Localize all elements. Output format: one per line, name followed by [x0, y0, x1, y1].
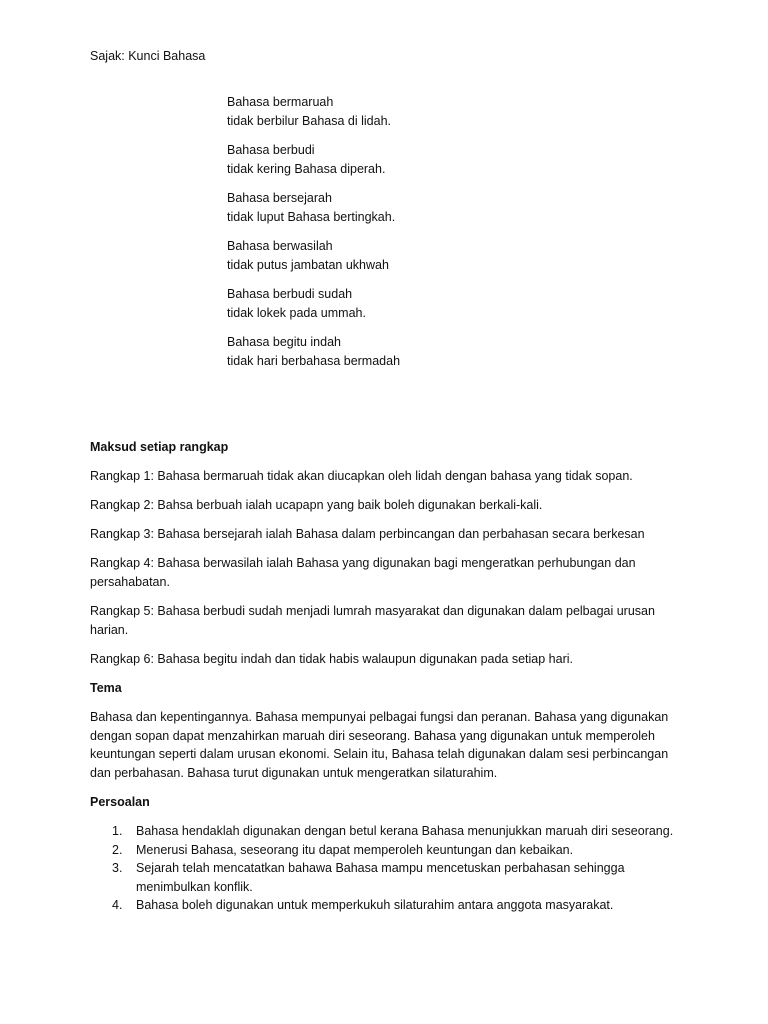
poem-line: Bahasa berbudi sudah: [227, 287, 353, 301]
tema-heading: Tema: [90, 681, 122, 695]
poem-line: tidak putus jambatan ukhwah: [227, 257, 389, 272]
poem-line: tidak lokek pada ummah.: [227, 305, 366, 320]
poem-stanza-2: [227, 141, 647, 178]
list-item-text: Menerusi Bahasa, seseorang itu dapat memperoleh keuntungan dan kebaikan.: [136, 842, 574, 857]
tema-paragraph: Bahasa dan kepentingannya. Bahasa mempunyai pelbagai fungsi dan peranan. Bahasa yang digunakan dengan sopan dapat menzahirkan maruah diri seseorang. Bahasa yang digunakan untuk memperoleh keuntungan seperti dalam urusan ekonomi. Selain itu, Bahasa telah digunakan dalam sesi perbincangan dan perbahasan. Bahasa turut digunakan untuk mengeratkan silaturahim.: [90, 710, 669, 780]
maksud-heading: Maksud setiap rangkap: [90, 440, 229, 454]
maksud-item-4: Rangkap 4: Bahasa berwasilah ialah Bahasa yang digunakan bagi mengeratkan perhubungan dan persahabatan.: [90, 556, 636, 589]
poem-stanza-4: [227, 237, 647, 274]
list-item-text: Bahasa hendaklah digunakan dengan betul kerana Bahasa menunjukkan maruah diri seseorang.: [136, 824, 674, 838]
maksud-item-5: Rangkap 5: Bahasa berbudi sudah menjadi lumrah masyarakat dan digunakan dalam pelbagai urusan harian.: [90, 604, 655, 637]
list-item: [90, 822, 690, 841]
poem-line: Bahasa bermaruah: [227, 95, 334, 109]
poem-stanza-3: [227, 189, 647, 226]
maksud-item-3: Rangkap 3: Bahasa bersejarah ialah Bahasa dalam perbincangan dan perbahasan secara berkesan: [90, 527, 645, 541]
list-item-text: Bahasa boleh digunakan untuk memperkukuh silaturahim antara anggota masyarakat.: [136, 898, 614, 912]
poem-stanza-6: [227, 333, 647, 370]
poem-line: tidak berbilur Bahasa di lidah.: [227, 113, 391, 128]
poem-line: Bahasa begitu indah: [227, 335, 341, 349]
list-number: 2.: [112, 842, 123, 857]
poem-line: tidak hari berbahasa bermadah: [227, 353, 401, 368]
poem-line: Bahasa berbudi: [227, 143, 315, 157]
poem-line: Bahasa berwasilah: [227, 239, 333, 253]
poem-stanza-5: [227, 285, 647, 322]
maksud-item-1: Rangkap 1: Bahasa bermaruah tidak akan diucapkan oleh lidah dengan bahasa yang tidak sopan.: [90, 469, 633, 483]
persoalan-heading: Persoalan: [90, 795, 150, 809]
maksud-item-6: Rangkap 6: Bahasa begitu indah dan tidak habis walaupun digunakan pada setiap hari.: [90, 652, 574, 666]
maksud-item-2: Rangkap 2: Bahsa berbuah ialah ucapapn yang baik boleh digunakan berkali-kali.: [90, 498, 543, 512]
list-number: 4.: [112, 898, 123, 912]
poem-stanza-1: [227, 93, 647, 130]
list-item-text: Sejarah telah mencatatkan bahawa Bahasa mampu mencetuskan perbahasan sehingga menimbulkan konflik.: [136, 861, 625, 894]
poem: [227, 93, 647, 381]
list-item: [90, 841, 690, 860]
document-title: Sajak: Kunci Bahasa: [90, 49, 206, 63]
list-number: 1.: [112, 824, 123, 838]
persoalan-list: [90, 822, 690, 915]
list-item: [90, 896, 690, 915]
poem-line: tidak luput Bahasa bertingkah.: [227, 209, 396, 224]
poem-line: Bahasa bersejarah: [227, 191, 332, 205]
list-number: 3.: [112, 861, 123, 875]
poem-line: tidak kering Bahasa diperah.: [227, 161, 386, 176]
list-item: [90, 859, 690, 896]
